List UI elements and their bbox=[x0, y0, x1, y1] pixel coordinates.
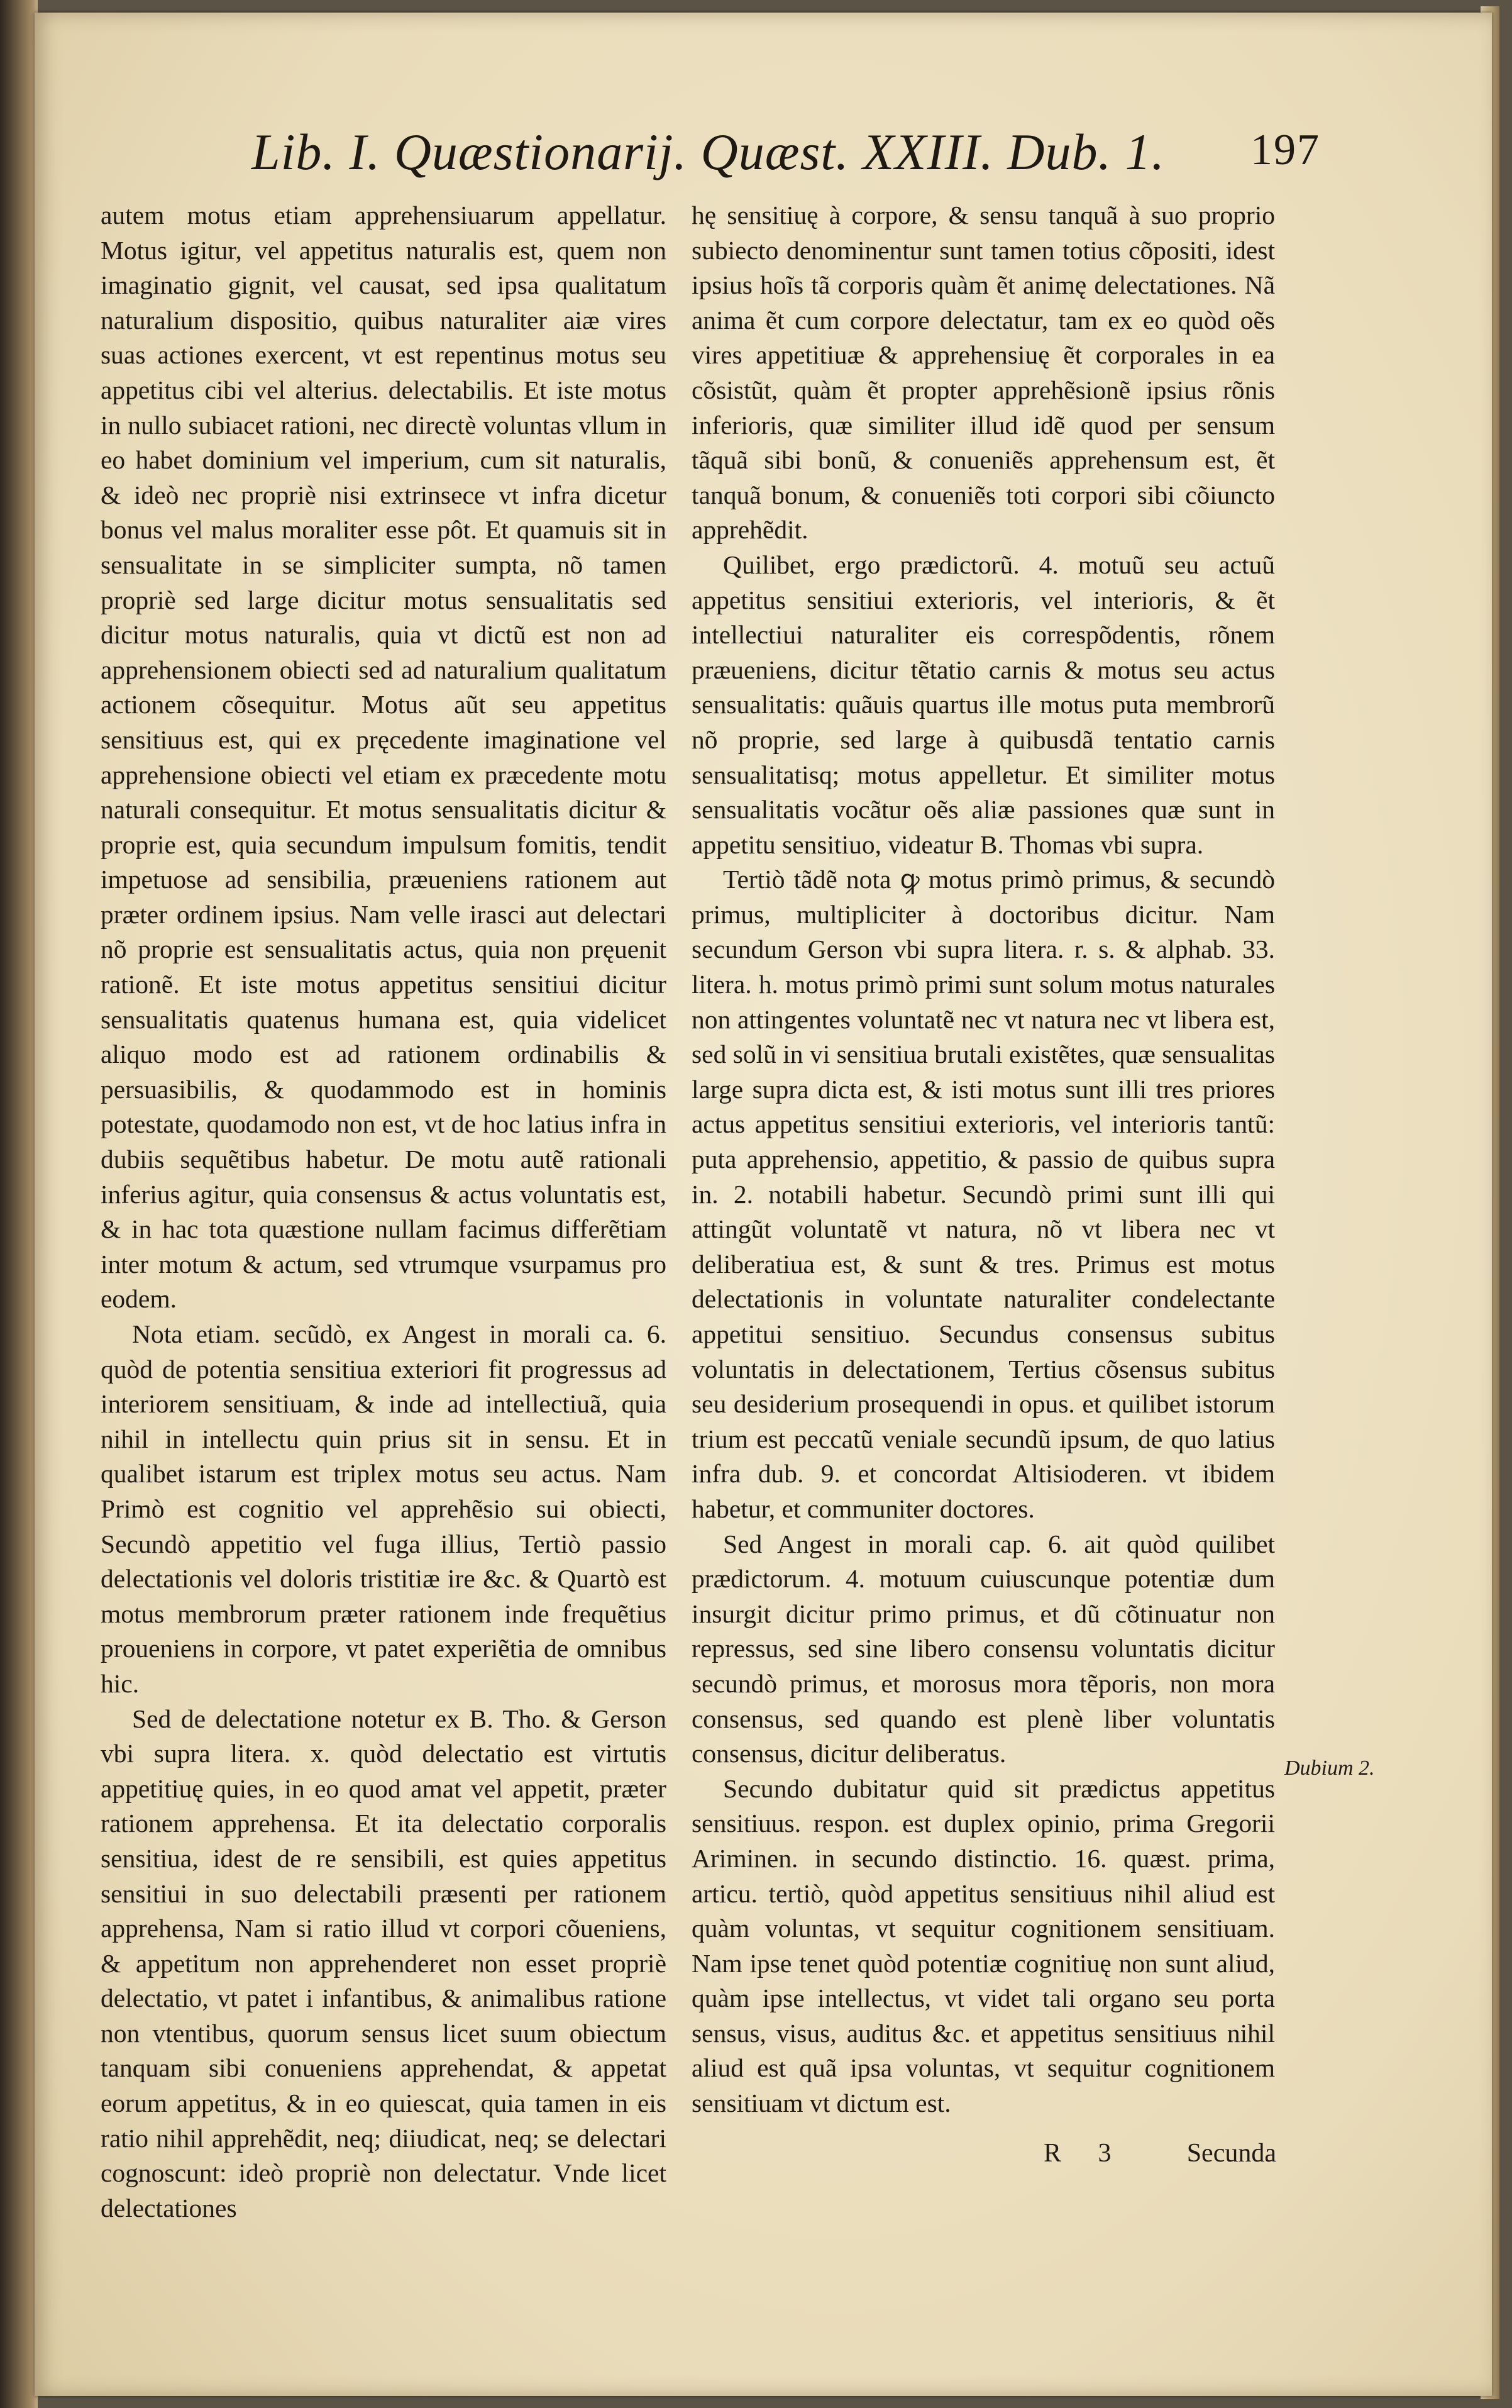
signature-mark: R 3 bbox=[1044, 2139, 1127, 2168]
catchword: Secunda bbox=[1186, 2139, 1276, 2168]
paragraph: Tertiò tãdẽ nota ꝙ motus primò primus, & secundò primus, multipliciter à doctoribus dicitur. Nam secundum Gerson vbi supra litera. r. s. & alphab. 33. litera. h. motus primò primi sunt solum motus naturales non attingentes voluntatẽ nec vt natura nec vt libera est, sed solũ in vi sensitiua brutali existẽtes, quæ sensualitas large supra dicta est, & isti motus sunt illi tres priores actus appetitus sensitiui exterioris, vel interioris tantũ: puta apprehensio, appetitio, & passio de quibus supra in. 2. notabili habetur. Secundò primi sunt illi qui attingũt voluntatẽ vt natura, nõ vt libera nec vt deliberatiua est, & sunt & tres. Primus est motus delectationis in voluntate naturaliter condelectante appetitui sensitiuo. Secundus consensus subitus voluntatis in delectationem, Tertius cõsensus subitus seu desiderium prosequendi in opus. et quilibet istorum trium est peccatũ veniale secundũ ipsum, de quo latius infra dub. 9. et concordat Altisioderen. vt ibidem habetur, et communiter doctores. bbox=[692, 865, 1275, 1523]
paragraph: Secundo dubitatur quid sit prædictus appetitus sensitiuus. respon. est duplex opinio, prima Gregorii Ariminen. in secundo distinctio. 16. quæst. prima, articu. tertiò, quòd appetitus sensitiuus nihil aliud est quàm voluntas, vt sequitur cognitionem sensitiuam. Nam ipse tenet quòd potentiæ cognitiuę non sunt aliud, quàm ipse intellectus, vt videt tali organo seu porta sensus, visus, auditus &c. et appetitus sensitiuus nihil aliud est quã ipsa voluntas, vt sequitur cognitionem sensitiuam vt dictum est. bbox=[692, 1773, 1275, 2118]
page-footer bbox=[692, 2138, 1276, 2176]
page-number: 197 bbox=[1250, 126, 1320, 174]
book-spine bbox=[0, 0, 38, 2408]
marginal-note: Dubium 2. bbox=[1284, 1756, 1375, 1780]
paragraph: hę sensitiuę à corpore, & sensu tanquã à suo proprio subiecto denominentur sunt tamen totius cõpositi, idest ipsius hoĩs tã corporis quàm ẽt animę delectationes. Nã anima ẽt cum corpore delectatur, tam ex eo quòd oẽs vires appetitiuæ & apprehensiuę ẽt corporales in ea cõsistũt, quàm ẽt propter apprehẽsionẽ ipsius rõnis inferioris, quæ similiter illud idẽ quod per sensum tãquã sibi bonũ, & conueniẽs apprehensum est, ẽt tanquã bonum, & conueniẽs toti corpori sibi cõiuncto apprehẽdit. bbox=[692, 201, 1275, 545]
running-title: Lib. I. Quæstionarij. Quæst. XXIII. Dub. 1. bbox=[251, 123, 1165, 180]
right-column bbox=[692, 198, 1275, 2121]
paragraph: Sed Angest in morali cap. 6. ait quòd quilibet prædictorum. 4. motuum cuiuscunque potentiæ dum insurgit dicitur primo primus, et dũ cõtinuatur non repressus, sed sine libero consensu voluntatis dicitur secundò primus, et morosus mora tẽporis, non mora consensus, sed quando est plenè liber voluntatis consensus, dicitur deliberatus. bbox=[692, 1529, 1275, 1768]
left-column bbox=[101, 198, 666, 2226]
paragraph: Nota etiam. secũdò, ex Angest in morali ca. 6. quòd de potentia sensitiua exteriori fit progressus ad interiorem sensitiuam, & inde ad intellectiuã, quia nihil in intellectu quin prius sit in sensu. Et in qualibet istarum est triplex motus seu actus. Nam Primò est cognitio vel apprehẽsio sui obiecti, Secundò appetitio vel fuga illius, Tertiò passio delectationis vel doloris tristitiæ ire &c. & Quartò est motus membrorum præter rationem inde frequẽtius proueniens in corpore, vt patet experiẽtia de omnibus hic. bbox=[101, 1319, 666, 1698]
paragraph: Quilibet, ergo prædictorũ. 4. motuũ seu actuũ appetitus sensitiui exterioris, vel interioris, & ẽt intellectiui naturaliter eis correspõdentis, rõnem præueniens, dicitur tẽtatio carnis & motus seu actus sensualitatis: quãuis quartus ille motus puta membrorũ nõ proprie, sed large à quibusdã tentatio carnis sensualitatisq; motus appelletur. Et similiter motus sensualitatis vocãtur oẽs aliæ passiones quæ sunt in appetitu sensitiuo, videatur B. Thomas vbi supra. bbox=[692, 550, 1275, 859]
running-header bbox=[251, 123, 1320, 192]
paragraph: Sed de delectatione notetur ex B. Tho. & Gerson vbi supra litera. x. quòd delectatio est virtutis appetitiuę quies, in eo quod amat vel appetit, præter rationem apprehensa. Et ita delectatio corporalis sensitiua, idest de re sensibili, est quies appetitus sensitiui in suo delectabili præsenti per rationem apprehensa, Nam si ratio illud vt corpori cõueniens, & appetitum non apprehenderet non esset propriè delectatio, vt patet i infantibus, & animalibus ratione non vtentibus, quorum sensus licet suum obiectum tanquam sibi conueniens apprehendat, & appetat eorum appetitus, & in eo quiescat, quia tamen in eis ratio nihil apprehẽdit, neq; diiudicat, neq; se delectari cognoscunt: ideò propriè non delectatur. Vnde licet delectationes bbox=[101, 1704, 666, 2222]
paragraph: autem motus etiam apprehensiuarum appellatur. Motus igitur, vel appetitus naturalis est, quem non imaginatio gignit, vel causat, sed ipsa qualitatum naturalium dispositio, quibus naturaliter aiæ vires suas actiones exercent, vt est repentinus motus seu appetitus cibi vel alterius. delectabilis. Et iste motus in nullo subiacet rationi, nec directè voluntas vllum in eo habet dominium vel imperium, cum sit naturalis, & ideò nec propriè nisi extrinsece vt infra dicetur bonus vel malus moraliter esse pôt. Et quamuis sit in sensualitate in se simpliciter sumpta, nõ tamen propriè sed large dicitur motus sensualitatis sed dicitur motus naturalis, quia vt dictũ est non ad apprehensionem obiecti sed ad naturalium qualitatum actionem cõsequitur. Motus aũt seu appetitus sensitiuus est, qui ex pręcedente imaginatione vel apprehensione obiecti vel etiam ex præcedente motu naturali consequitur. Et motus sensualitatis dicitur & proprie est, quia secundum impulsum fomitis, tendit impetuose ad sensibilia, præueniens rationem aut præter ordinem ipsius. Nam velle irasci aut delectari nõ proprie est sensualitatis actus, quia non pręuenit rationẽ. Et iste motus appetitus sensitiui dicitur sensualitatis quatenus humana est, quia videlicet aliquo modo est ad rationem ordinabilis & persuasibilis, & quodammodo est in hominis potestate, quodamodo non est, vt de hoc latius infra in dubiis sequẽtibus habetur. De motu autẽ rationali inferius agitur, quia consensus & actus voluntatis est, & in hac tota quæstione nullam facimus differẽtiam inter motum & actum, sed vtrumque vsurpamus pro eodem. bbox=[101, 201, 666, 1314]
